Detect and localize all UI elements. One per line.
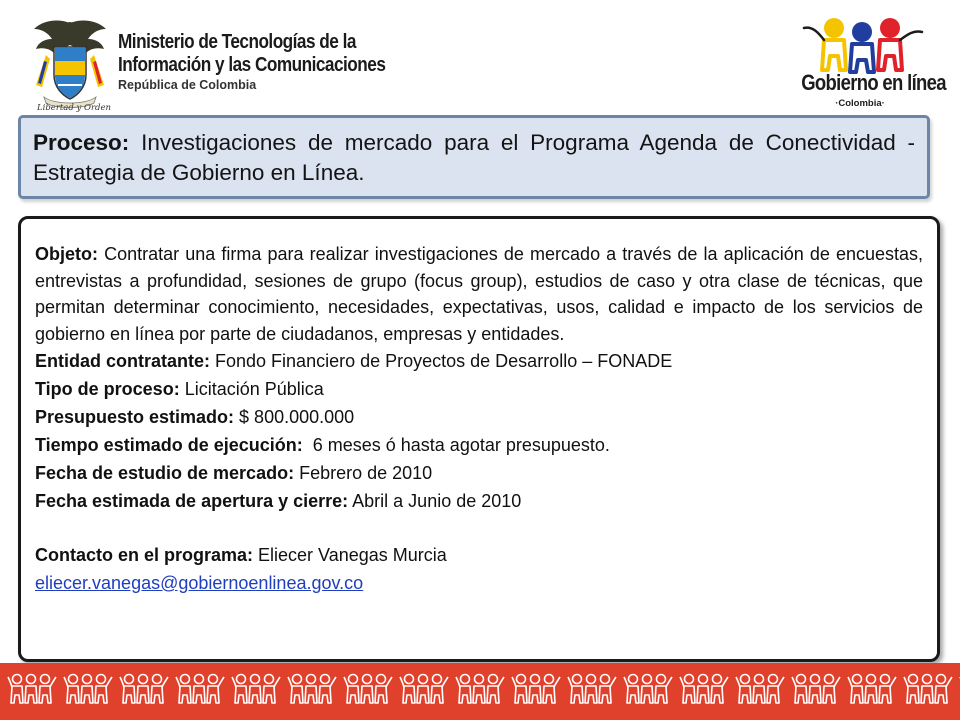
footer-people-group (792, 675, 840, 704)
field-label: Fecha estimada de apertura y cierre: (35, 491, 349, 511)
process-title (33, 128, 915, 188)
footer-people-group (736, 675, 784, 704)
objeto-label: Objeto: (35, 244, 98, 264)
gel-country: ·Colombia· (835, 98, 885, 109)
footer-people-group (400, 675, 448, 704)
footer-people-group (624, 675, 672, 704)
ministry-name (118, 31, 386, 92)
people-figures-icon (800, 12, 925, 78)
ministry-logo (30, 15, 386, 115)
motto-text: Libertad y Orden (36, 103, 111, 113)
objeto-value: Contratar una firma para realizar investigaciones de mercado a través de la aplicación de encuestas, entrevistas a profundidad, sesiones de grupo (focus group), estudios de caso y otra clase de técnicas, que permitan determinar conocimiento, necesidades, expectativas, usos, calidad e impacto de los servicios de gobierno en línea por parte de ciudadanos, empresas y entidades. (35, 244, 923, 344)
ministry-country: República de Colombia (118, 78, 257, 92)
field-label: Presupuesto estimado: (35, 407, 235, 427)
field-value: Licitación Pública (179, 379, 324, 399)
footer-band (0, 663, 960, 720)
footer-people-group (568, 675, 616, 704)
field-label: Tiempo estimado de ejecución: (35, 435, 303, 455)
coat-of-arms-icon (30, 15, 110, 115)
footer-people-group (288, 675, 336, 704)
footer-people-group (904, 675, 952, 704)
footer-people-group (680, 675, 728, 704)
field-label: Fecha de estudio de mercado: (35, 463, 295, 483)
process-value: Investigaciones de mercado para el Programa Agenda de Conectividad - Estrategia de Gobierno en Línea. (33, 130, 915, 185)
footer-people-group (232, 675, 280, 704)
field-fecha-estudio (35, 459, 923, 487)
field-presupuesto (35, 403, 923, 431)
footer-people-group (64, 675, 112, 704)
gobierno-en-linea-logo (790, 12, 946, 112)
ministry-name-line2: Información y las Comunicaciones (118, 54, 386, 76)
field-value: Febrero de 2010 (294, 463, 433, 483)
field-entidad (35, 347, 923, 375)
footer-people-group (456, 675, 504, 704)
footer-people-group (176, 675, 224, 704)
field-fecha-apertura (35, 487, 923, 515)
people-pattern-icon (0, 663, 960, 720)
footer-people-group (512, 675, 560, 704)
spacer (35, 515, 923, 541)
process-box (18, 115, 930, 199)
contact-email-link[interactable]: eliecer.vanegas@gobiernoenlinea.gov.co (35, 573, 364, 593)
details-box (18, 216, 940, 662)
field-value: 6 meses ó hasta agotar presupuesto. (302, 435, 610, 455)
footer-people-group (344, 675, 392, 704)
objeto-paragraph (35, 241, 923, 347)
contact-label: Contacto en el programa: (35, 545, 254, 565)
footer-people-group (8, 675, 56, 704)
footer-people-group (120, 675, 168, 704)
field-tiempo (35, 431, 923, 459)
field-value: Abril a Junio de 2010 (348, 491, 522, 511)
field-contacto (35, 541, 923, 569)
field-label: Tipo de proceso: (35, 379, 180, 399)
ministry-name-line1: Ministerio de Tecnologías de la (118, 31, 356, 53)
field-value: Fondo Financiero de Proyectos de Desarrollo – FONADE (210, 351, 673, 371)
field-label: Entidad contratante: (35, 351, 211, 371)
gel-title: Gobierno en línea (801, 70, 946, 95)
contact-value: Eliecer Vanegas Murcia (253, 545, 447, 565)
footer-people-group (848, 675, 896, 704)
field-tipo-proceso (35, 375, 923, 403)
field-value: $ 800.000.000 (234, 407, 355, 427)
process-label: Proceso: (33, 130, 130, 155)
